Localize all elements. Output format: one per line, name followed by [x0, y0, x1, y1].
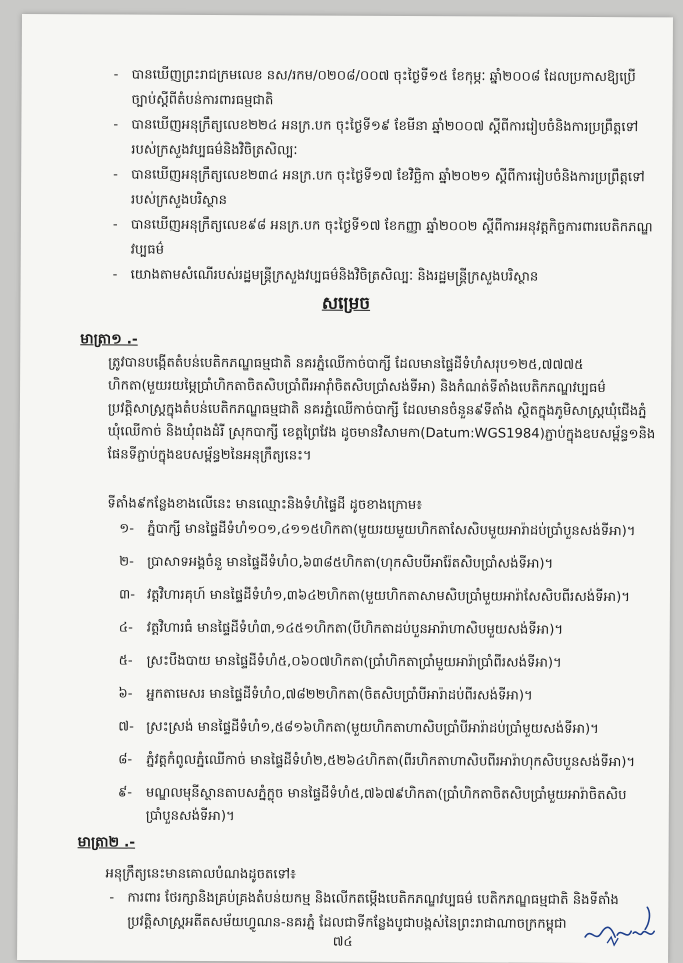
- preamble-list: [113, 62, 654, 290]
- item-text: អ្នកតាមេសរ មានផ្ទៃដីទំហំ០,៧៨២២ហិកតា(ចិតសិបប្រាំបីអារ៉ាដប់ពីរសង់ទីអា)។: [146, 686, 533, 704]
- item-number: ៨-: [118, 752, 133, 768]
- list-item: [118, 716, 653, 742]
- list-item: [119, 518, 654, 544]
- item-text: ភ្នំវត្តកំពូលភ្នំឈើកាច់ មានផ្ទៃដីទំហំ២,៥២៦៤ហិកតា(ពីរហិកតាហាសិបពីរអារ៉ាហុកសិបបួនសង់ទីអា)។: [146, 752, 636, 771]
- signature-mark: [577, 897, 667, 952]
- item-number: ២-: [119, 554, 134, 570]
- item-text: ស្រះបឹងបាយ មានផ្ទៃដីទំហំ៥,០៦០៧ហិកតា(ប្រាំហិកតាប្រាំមួយអារ៉ាប្រាំពីរសង់ទីអា)។: [146, 653, 562, 671]
- preamble-item: - បានឃើញព្រះរាជក្រមលេខ នស/រកម/០២០៨/០០៧ ចុះថ្ងៃទី១៥ ខែកុម្ភៈ ឆ្នាំ២០០៨ ដែលប្រកាសឱ្យប្រើច្បាប់ស្ដីពីតំបន់ការពារធម្មជាតិ: [113, 62, 653, 115]
- article-2-intro: អនុក្រឹត្យនេះមានគោលបំណងដូចតទៅ៖: [105, 866, 296, 883]
- document-page: [17, 14, 673, 963]
- article-2-list: [109, 886, 654, 937]
- list-item: [119, 584, 654, 610]
- article-1-intro: ត្រូវបានបង្កើតតំបន់បេតិកភណ្ឌធម្មជាតិ នគរភ្នំឈើកាច់បាក្សី ដែលមានផ្ទៃដីទំហំសរុប១២៥,៧៧៧៥ ហិកតា(មួយរយម្ភៃប្រាំហិកតាចិតសិបប្រាំពីរអារ៉ាំចិតសិបប្រាំសង់ទីអា) និងកំណត់ទីតាំងបេតិកភណ្ឌវប្បធម៌ប្រវត្តិសាស្ត្រក្នុងតំបន់បេតិកភណ្ឌធម្មជាតិ នគរភ្នំឈើកាច់បាក្សី ដែលមានចំនួន៩ទីតាំង ស្ថិតក្នុងភូមិសាស្ត្រឃុំជើងភ្នំ ឃុំឈើកាច់ និងឃុំពងដំរី ស្រុកបាក្សី ខេត្តព្រៃវែង ដូចមានវិសាមកា(Datum:WGS1984)ភ្ជាប់ក្នុងឧបសម្ព័ន្ធ១និងផែនទីភ្ជាប់ក្នុងឧបសម្ព័ន្ធ២នៃអនុក្រឹត្យនេះ។: [107, 355, 656, 464]
- item-number: ៣-: [118, 587, 136, 603]
- item-text: ភ្នំបាក្សី មានផ្ទៃដីទំហំ១០១,៤១១៥ហិកតា(មួយរយមួយហិកតាសែសិបមួយអារ៉ាដប់ប្រាំបួនសង់ទីអា)។: [147, 521, 636, 540]
- preamble-item: - បានឃើញអនុក្រឹត្យលេខ២៣៤ អនក្រ.បក ចុះថ្ងៃទី១៧ ខែវិច្ឆិកា ឆ្នាំ២០២១ ស្តីពីការរៀបចំនិងការប្រព្រឹត្តទៅរបស់ក្រសួងបរិស្ថាន: [113, 162, 653, 215]
- list-item: [118, 749, 653, 775]
- list-item: [119, 551, 654, 577]
- sites-list: [118, 518, 655, 841]
- article-2-title: មាត្រា២ .-: [77, 834, 136, 851]
- list-item: [119, 650, 654, 676]
- item-number: ៧-: [118, 719, 134, 735]
- item-text: វត្តវិហារធំ មានផ្ទៃដីទំហំ៣,១៤៥១ហិកតា(បីហិកតាដប់បួនអារ៉ាហាសិបមួយសង់ទីអា)។: [146, 620, 564, 638]
- list-item: [118, 683, 653, 709]
- item-number: ១-: [119, 521, 135, 537]
- item-number: ៦-: [118, 686, 133, 702]
- item-text: ប្រាសាទអង្គចំនួ មានផ្ទៃដីទំហំ០,៦៣៨៥ហិកតា(ហុកសិបបីអារ៉ែតសិបប្រាំសង់ទីអា)។: [147, 554, 554, 572]
- preamble-item: - បានឃើញអនុក្រឹត្យលេខ២២៤ អនក្រ.បក ចុះថ្ងៃទី១៩ ខែមីនា ឆ្នាំ២០០៧ ស្តីពីការរៀបចំនិងការប្រព្រឹត្តទៅរបស់ក្រសួងវប្បធម៌និងវិចិត្រសិល្បៈ: [113, 112, 653, 165]
- preamble-item: - យោងតាមសំណើរបស់រដ្ឋមន្ត្រីក្រសួងវប្បធម៌និងវិចិត្រសិល្បៈ និងរដ្ឋមន្ត្រីក្រសួងបរិស្ថាន: [113, 262, 653, 290]
- list-item: - ការពារ ថែរក្សានិងគ្រប់គ្រងតំបន់យកម្ម និងលើកតម្កើងបេតិកភណ្ឌវប្បធម៌ បេតិកភណ្ឌធម្មជាតិ និងទីតាំងប្រវត្តិសាស្ត្រអតីតសម័យហ្វូណន-នគរភ្នំ ដែលជាទីកន្លែងបូជាបង្កស់នៃព្រះរាជាណាចក្រកម្ពុជា: [109, 886, 654, 937]
- item-number: ៤-: [118, 620, 133, 636]
- sites-intro: ទីតាំង៩កន្លែងខាងលើនេះ មានឈ្មោះនិងទំហំផ្ទៃដី ដូចខាងក្រោម៖: [107, 496, 423, 514]
- item-text: វត្តវិហារគុហ៍ មានផ្ទៃដីទំហំ១,៣៦៤២ហិកតា(មួយហិកតាសាមសិបប្រាំមួយអារ៉ាសែសិបពីរសង់ទីអា)។: [146, 587, 631, 606]
- list-item: [118, 782, 653, 831]
- item-number: ៥-: [118, 653, 133, 669]
- item-number: ៩-: [117, 785, 133, 801]
- page-number: ៧៤: [332, 934, 353, 950]
- article-1-title: មាត្រា១ .-: [80, 331, 138, 348]
- preamble-item: - បានឃើញអនុក្រឹត្យលេខ៩៨ អនក្រ.បក ចុះថ្ងៃទី១៧ ខែកញ្ញា ឆ្នាំ២០០២ ស្តីពីការអនុវត្តកិច្ចការពារបេតិកភណ្ឌវប្បធម៌: [113, 212, 653, 265]
- item-text: មណ្ឌលមុនីស្ថានតាបសភ្នំក្លុច មានផ្ទៃដីទំហំ៥,៧៦៧៩ហិកតា(ប្រាំហិកតាចិតសិបប្រាំមួយអារ៉ាចិតសិបប្រាំបួនសង់ទីអា)។: [145, 785, 627, 825]
- decision-heading: សម្រេច: [321, 293, 371, 314]
- list-item: [119, 617, 654, 643]
- item-text: ស្រះស្រង់ មានផ្ទៃដីទំហំ១,៥៨១៦ហិកតា(មួយហិកតាហាសិបប្រាំបីអារ៉ាដប់ប្រាំមួយសង់ទីអា)។: [146, 719, 599, 738]
